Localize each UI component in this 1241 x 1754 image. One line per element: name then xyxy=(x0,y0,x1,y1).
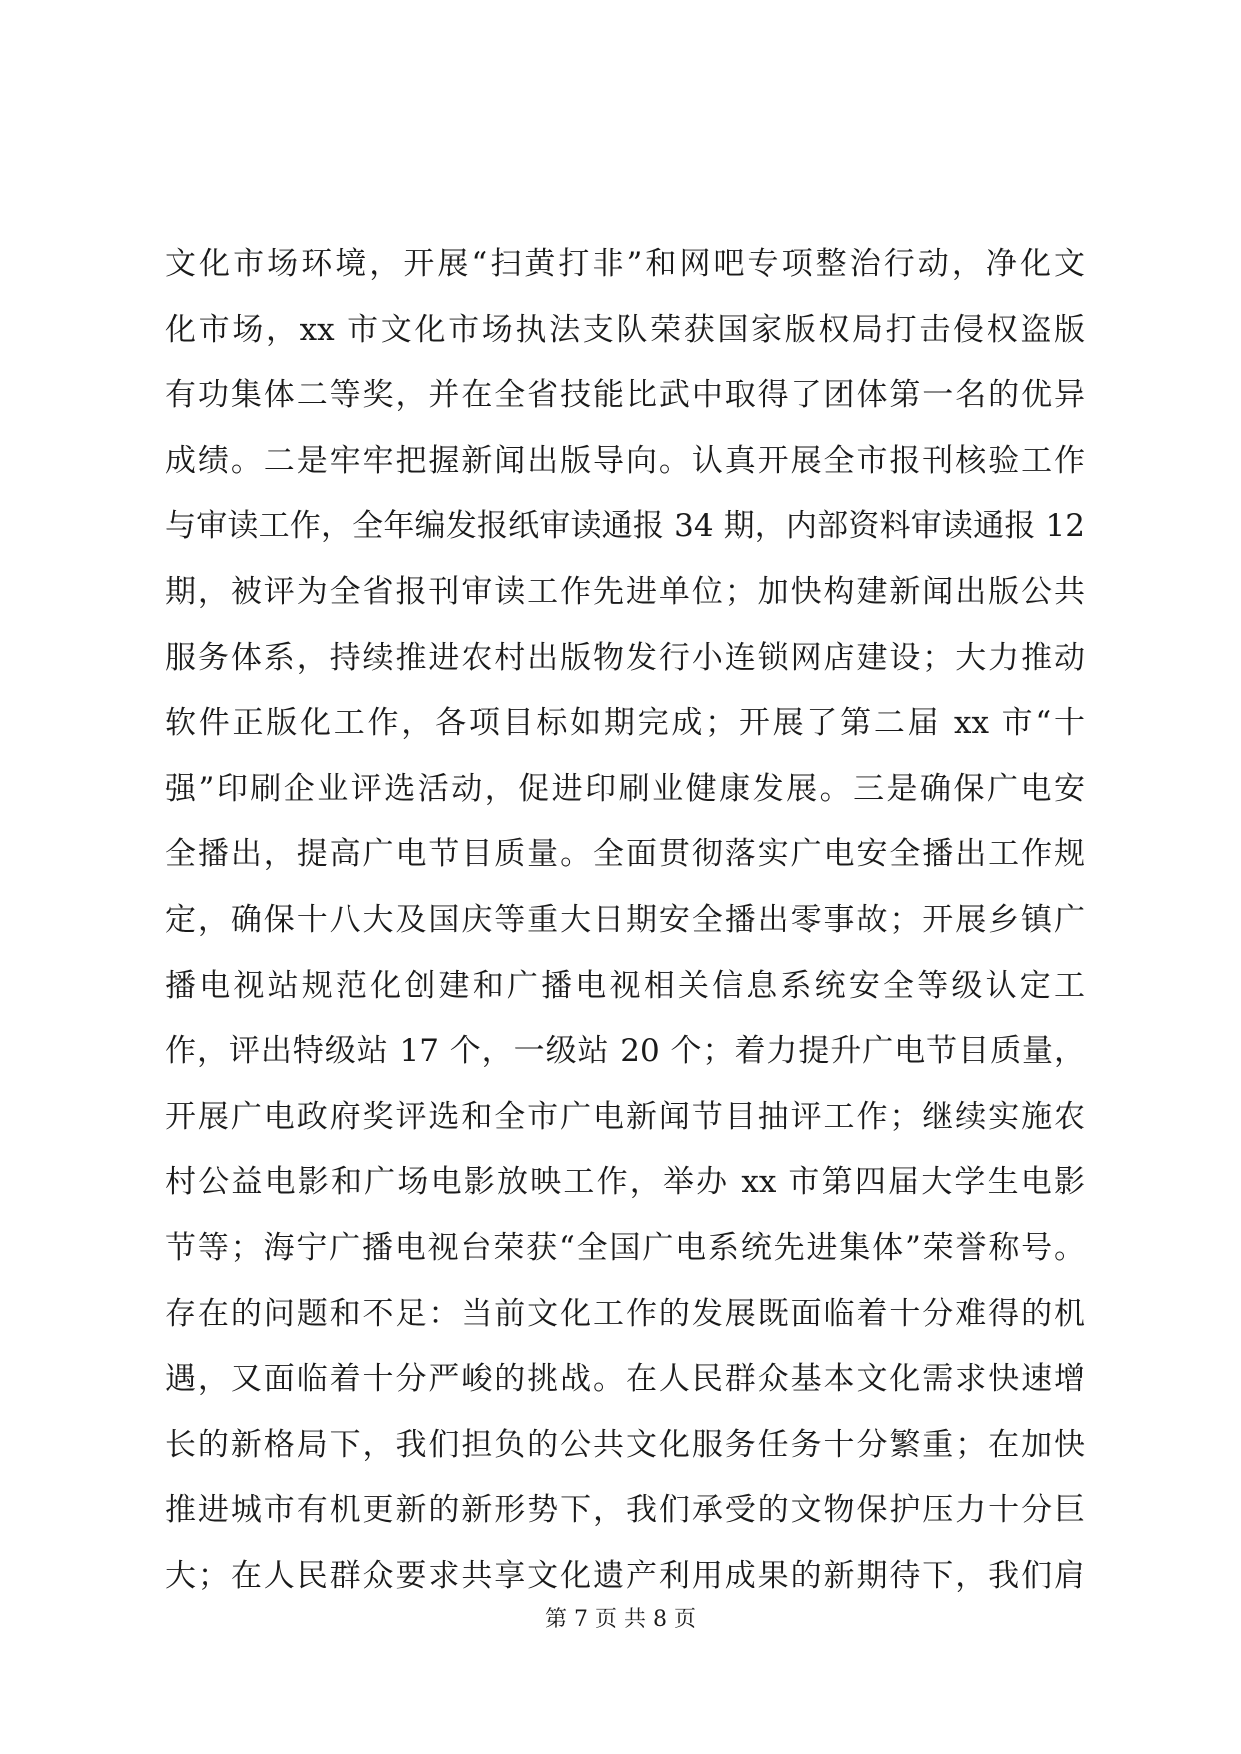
text-line: 与审读工作，全年编发报纸审读通报 34 期，内部资料审读通报 12 xyxy=(165,508,1085,545)
text-line: 定，确保十八大及国庆等重大日期安全播出零事故；开展乡镇广 xyxy=(165,901,1085,938)
text-line: 大；在人民群众要求共享文化遗产利用成果的新期待下，我们肩 xyxy=(165,1557,1085,1594)
text-line: 长的新格局下，我们担负的公共文化服务任务十分繁重；在加快 xyxy=(165,1426,1085,1463)
text-line: 期，被评为全省报刊审读工作先进单位；加快构建新闻出版公共 xyxy=(165,573,1085,610)
text-line: 服务体系，持续推进农村出版物发行小连锁网店建设；大力推动 xyxy=(165,639,1085,676)
text-line: 化市场，xx 市文化市场执法支队荣获国家版权局打击侵权盗版 xyxy=(165,311,1085,348)
text-line: 软件正版化工作，各项目标如期完成；开展了第二届 xx 市“十 xyxy=(165,705,1085,742)
text-line: 成绩。二是牢牢把握新闻出版导向。认真开展全市报刊核验工作 xyxy=(165,442,1085,479)
text-line: 推进城市有机更新的新形势下，我们承受的文物保护压力十分巨 xyxy=(165,1492,1085,1529)
text-line: 存在的问题和不足：当前文化工作的发展既面临着十分难得的机 xyxy=(165,1295,1085,1332)
text-line: 村公益电影和广场电影放映工作，举办 xx 市第四届大学生电影 xyxy=(165,1164,1085,1201)
text-line: 节等；海宁广播电视台荣获“全国广电系统先进集体”荣誉称号。 xyxy=(165,1229,1085,1266)
text-line: 全播出，提高广电节目质量。全面贯彻落实广电安全播出工作规 xyxy=(165,836,1085,873)
text-line: 强”印刷企业评选活动，促进印刷业健康发展。三是确保广电安 xyxy=(165,770,1085,807)
text-line: 开展广电政府奖评选和全市广电新闻节目抽评工作；继续实施农 xyxy=(165,1098,1085,1135)
text-line: 文化市场环境，开展“扫黄打非”和网吧专项整治行动，净化文 xyxy=(165,246,1085,282)
text-line: 作，评出特级站 17 个，一级站 20 个；着力提升广电节目质量， xyxy=(165,1033,1085,1070)
page-number-footer: 第 7 页 共 8 页 xyxy=(545,1607,696,1632)
body-text xyxy=(165,232,1085,1609)
text-line: 有功集体二等奖，并在全省技能比武中取得了团体第一名的优异 xyxy=(165,377,1085,414)
text-line: 播电视站规范化创建和广播电视相关信息系统安全等级认定工 xyxy=(165,967,1085,1004)
text-line: 遇，又面临着十分严峻的挑战。在人民群众基本文化需求快速增 xyxy=(165,1361,1085,1398)
